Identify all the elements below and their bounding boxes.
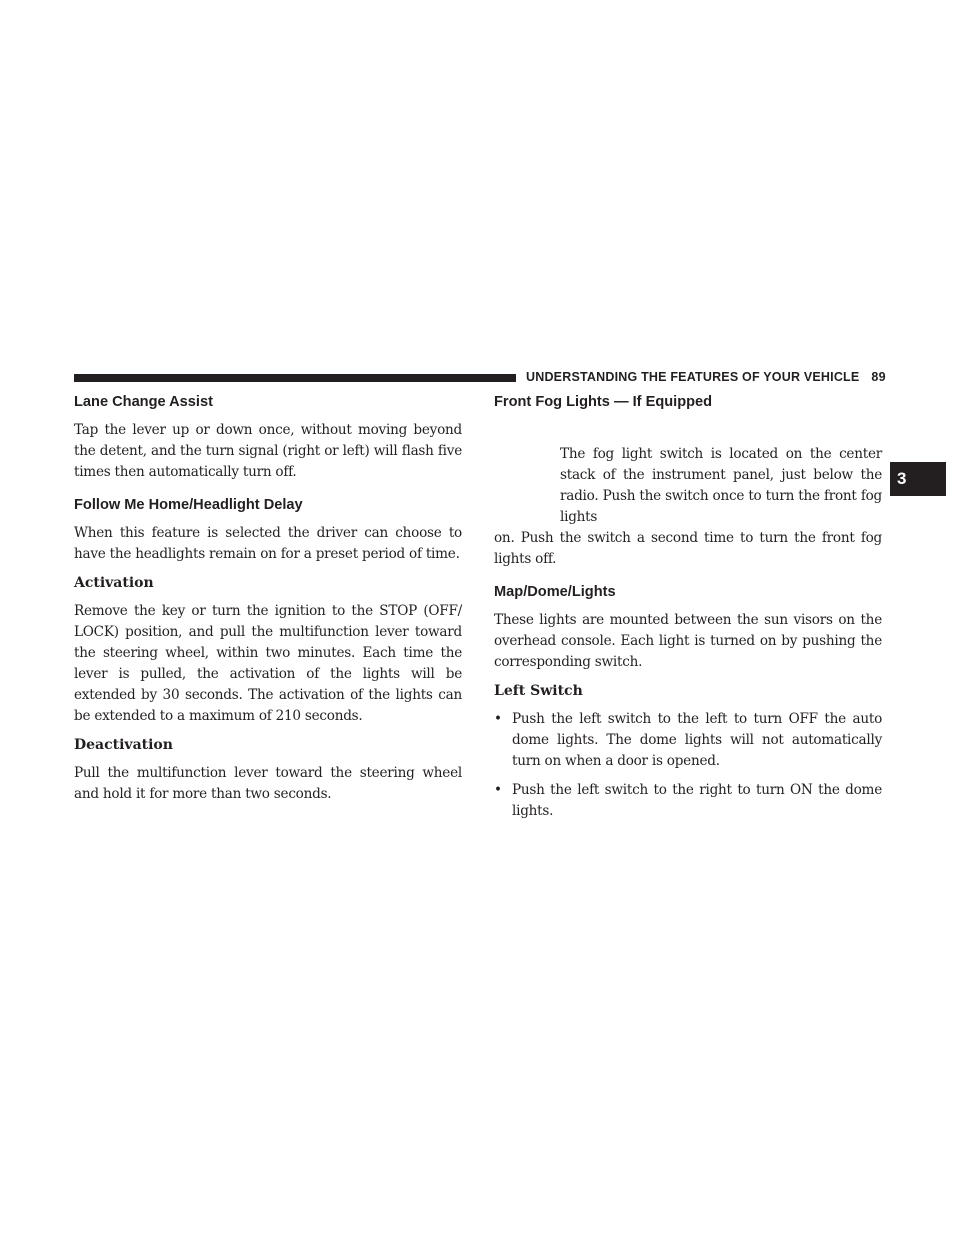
page-number: 89 <box>871 370 886 384</box>
left-switch-list <box>494 709 882 822</box>
lane-change-heading: Lane Change Assist <box>74 394 213 410</box>
follow-me-body: When this feature is selected the driver can choose to have the headlights remain on for a preset period of time. <box>74 525 462 562</box>
activation-heading: Activation <box>74 575 154 591</box>
map-dome-body: These lights are mounted between the sun visors on the overhead console. Each light is turned on by pushing the corresponding switch. <box>494 612 882 670</box>
fog-lights-heading: Front Fog Lights — If Equipped <box>494 394 713 410</box>
left-switch-heading: Left Switch <box>494 683 583 699</box>
header-title: UNDERSTANDING THE FEATURES OF YOUR VEHICLE <box>526 370 860 384</box>
list-item <box>494 709 882 772</box>
running-header <box>526 370 886 384</box>
chapter-tab: 3 <box>890 462 946 496</box>
fog-lights-body-rest: on. Push the switch a second time to turn the front fog lights off. <box>494 530 882 567</box>
list-item-text: Push the left switch to the left to turn OFF the auto dome lights. The dome lights will not automatically turn on when a door is opened. <box>512 711 882 769</box>
map-dome-heading: Map/Dome/Lights <box>494 584 616 600</box>
header-rule <box>74 374 516 382</box>
list-item-text: Push the left switch to the right to turn ON the dome lights. <box>512 782 882 819</box>
fog-lights-body-indented: The fog light switch is located on the center stack of the instrument panel, just below the radio. Push the switch once to turn the front fog lights <box>560 446 882 525</box>
activation-body: Remove the key or turn the ignition to the STOP (OFF/ LOCK) position, and pull the multifunction lever toward the steering wheel, within two minutes. Each time the lever is pulled, the activation of the lights will be extended by 30 seconds. The activation of the lights can be extended to a maximum of 210 seconds. <box>74 603 462 724</box>
bullet-icon: • <box>494 782 502 798</box>
follow-me-heading: Follow Me Home/Headlight Delay <box>74 497 303 513</box>
bullet-icon: • <box>494 711 502 727</box>
fog-lights-indented-block <box>494 444 882 528</box>
left-column <box>74 392 462 805</box>
right-column <box>494 392 882 822</box>
lane-change-body: Tap the lever up or down once, without moving beyond the detent, and the turn signal (right or left) will flash five times then automatically turn off. <box>74 422 462 480</box>
list-item <box>494 780 882 822</box>
deactivation-heading: Deactivation <box>74 737 173 753</box>
deactivation-body: Pull the multifunction lever toward the steering wheel and hold it for more than two seconds. <box>74 765 462 802</box>
